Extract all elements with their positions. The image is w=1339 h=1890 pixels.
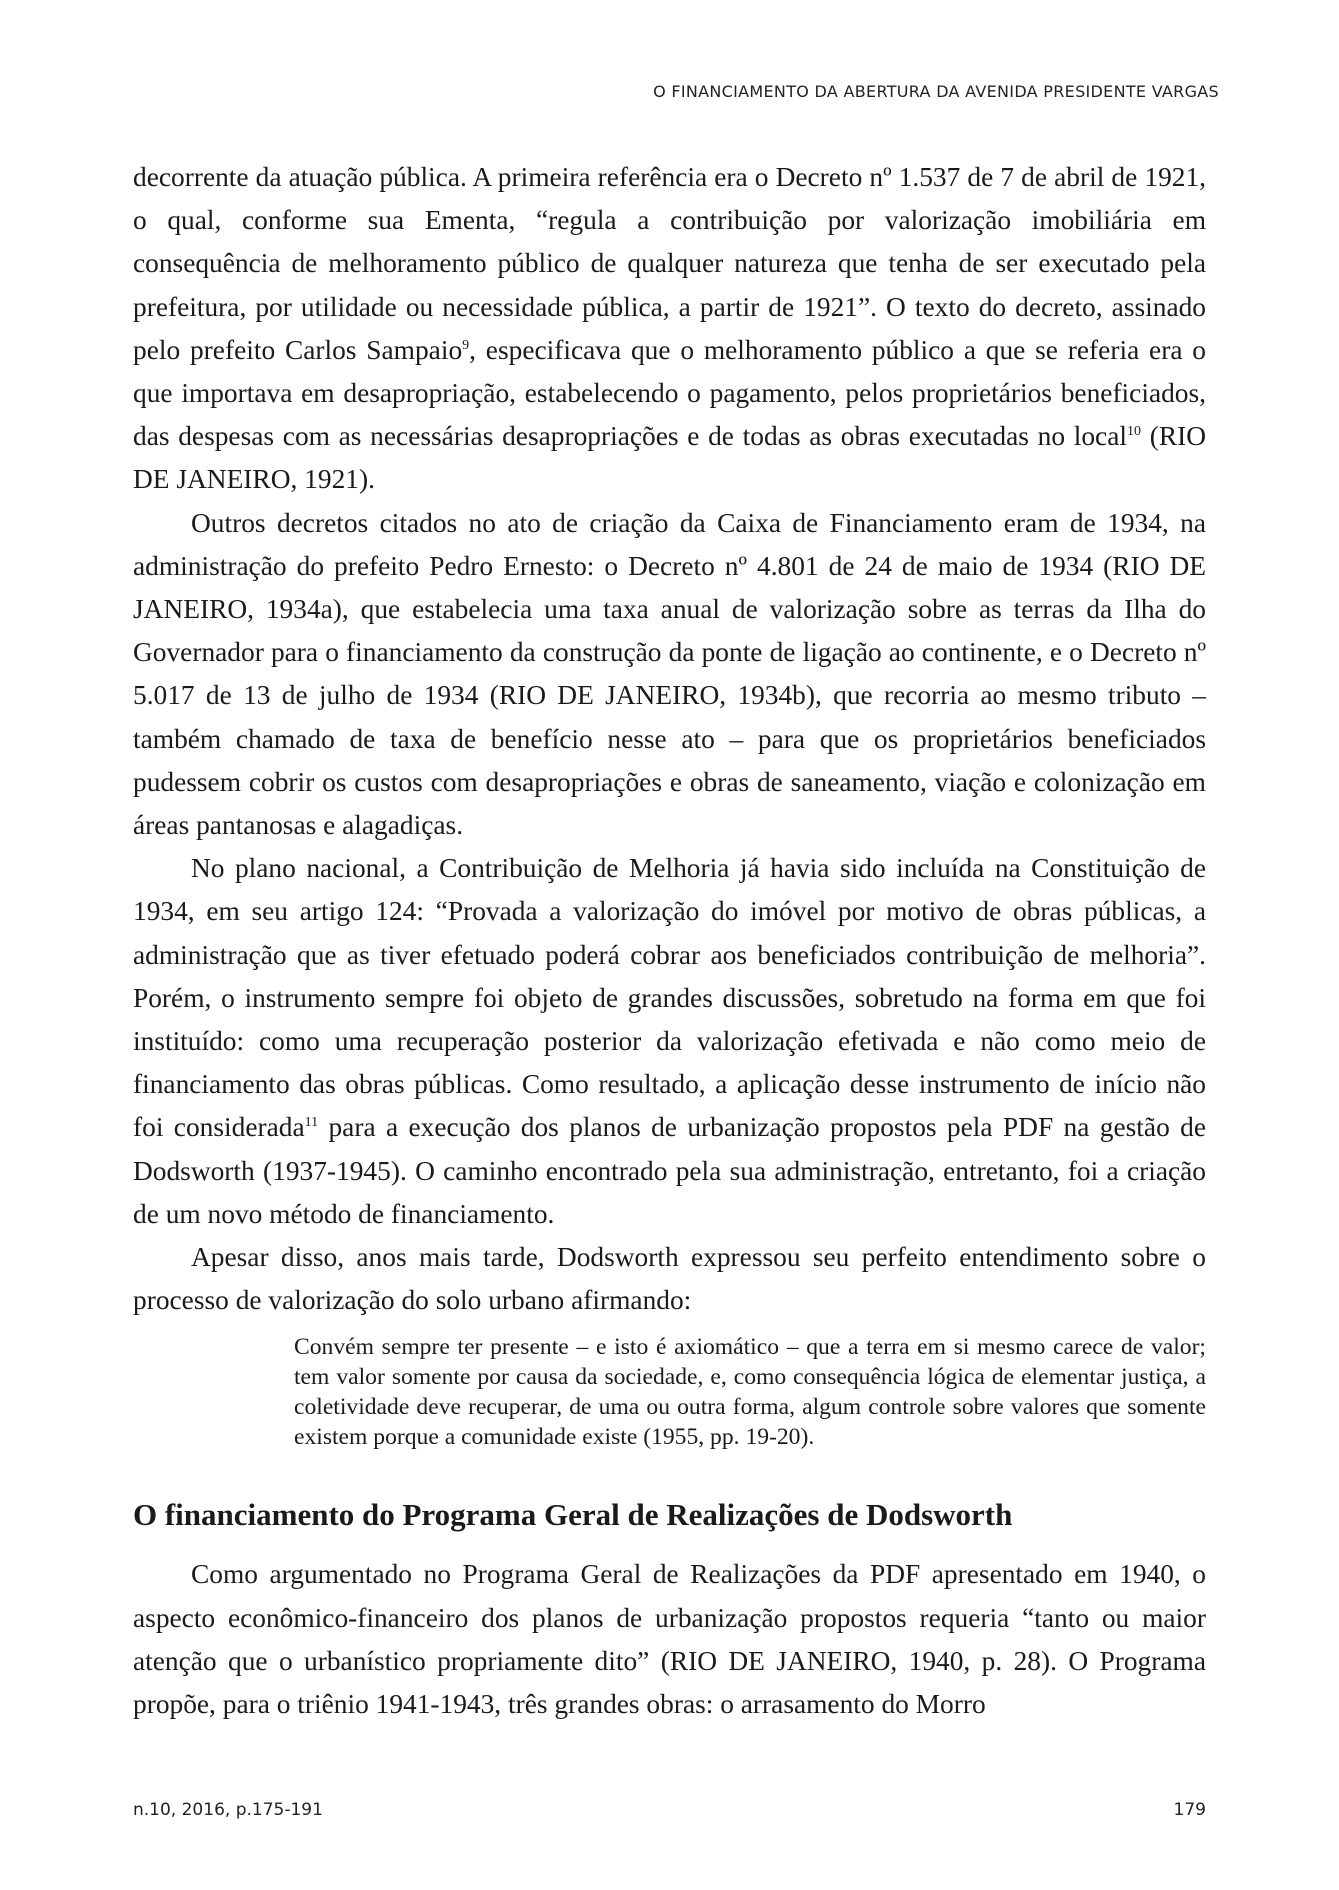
footnote-ref-11[interactable]: 11 (304, 1115, 319, 1131)
paragraph-4: Apesar disso, anos mais tarde, Dodsworth expressou seu perfeito entendimento sobre o processo de valorização do solo urbano afirmando: (133, 1242, 1206, 1316)
paragraph-1-text-b: , especificava que o melhoramento público a que se referia era o que importava em desapropriação, estabelecendo o pagamento, pelos proprietários beneficiados, das despesas com as necessárias desapropriações e de todas as obras executadas no local (133, 334, 1206, 452)
footer-citation: n.10, 2016, p.175-191 (133, 1800, 323, 1820)
footnote-ref-9[interactable]: 9 (462, 337, 470, 353)
paragraph-3-text-a: No plano nacional, a Contribuição de Melhoria já havia sido incluída na Constituição de 1934, em seu artigo 124: “Provada a valorização do imóvel por motivo de obras públicas, a administração que as tiver efetuado poderá cobrar aos beneficiados contribuição de melhoria”. Porém, o instrumento sempre foi objeto de grandes discussões, sobretudo na forma em que foi instituído: como uma recuperação posterior da valorização efetivada e não como meio de financiamento das obras públicas. Como resultado, a aplicação desse instrumento de início não foi considerada (133, 853, 1206, 1143)
paragraph-2: Outros decretos citados no ato de criação da Caixa de Financiamento eram de 1934, na administração do prefeito Pedro Ernesto: o Decreto nº 4.801 de 24 de maio de 1934 (RIO DE JANEIRO, 1934a), que estabelecia uma taxa anual de valorização sobre as terras da Ilha do Governador para o financiamento da construção da ponte de ligação ao continente, e o Decreto nº 5.017 de 13 de julho de 1934 (RIO DE JANEIRO, 1934b), que recorria ao mesmo tributo – também chamado de taxa de benefício nesse ato – para que os proprietários beneficiados pudessem cobrir os custos com desapropriações e obras de saneamento, viação e colonização em áreas pantanosas e alagadiças. (133, 507, 1206, 841)
paragraph-1-text-c: (RIO DE JANEIRO, 1921). (133, 421, 1206, 495)
paragraph-1-text-a: decorrente da atuação pública. A primeira referência era o Decreto nº 1.537 de 7 de abril de 1921, o qual, conforme sua Ementa, “regula a contribuição por valorização imobiliária em consequência de melhoramento público de qualquer natureza que tenha de ser executado pela prefeitura, por utilidade ou necessidade pública, a partir de 1921”. O texto do decreto, assinado pelo prefeito Carlos Sampaio (133, 162, 1206, 365)
block-quote: Convém sempre ter presente – e isto é axiomático – que a terra em si mesmo carece de valor; tem valor somente por causa da sociedade, e, como consequência lógica de elementar justiça, a coletividade deve recuperar, de uma ou outra forma, algum controle sobre valores que somente existem porque a comunidade existe (1955, pp. 19-20). (294, 1334, 1206, 1451)
paragraph-3 (133, 847, 1206, 1236)
paragraph-1 (133, 156, 1206, 502)
section-heading: O financiamento do Programa Geral de Realizações de Dodsworth (133, 1497, 1013, 1533)
page-number: 179 (1173, 1800, 1206, 1820)
footnote-ref-10[interactable]: 10 (1126, 424, 1141, 440)
paragraph-5: Como argumentado no Programa Geral de Realizações da PDF apresentado em 1940, o aspecto econômico-financeiro dos planos de urbanização propostos requeria “tanto ou maior atenção que o urbanístico propriamente dito” (RIO DE JANEIRO, 1940, p. 28). O Programa propõe, para o triênio 1941-1943, três grandes obras: o arrasamento do Morro (133, 1559, 1206, 1720)
running-header: O FINANCIAMENTO DA ABERTURA DA AVENIDA PRESIDENTE VARGAS (653, 82, 1219, 101)
article-body (133, 156, 1206, 1726)
paragraph-3-text-b: para a execução dos planos de urbanização propostos pela PDF na gestão de Dodsworth (1937-1945). O caminho encontrado pela sua administração, entretanto, foi a criação de um novo método de financiamento. (133, 1112, 1206, 1229)
